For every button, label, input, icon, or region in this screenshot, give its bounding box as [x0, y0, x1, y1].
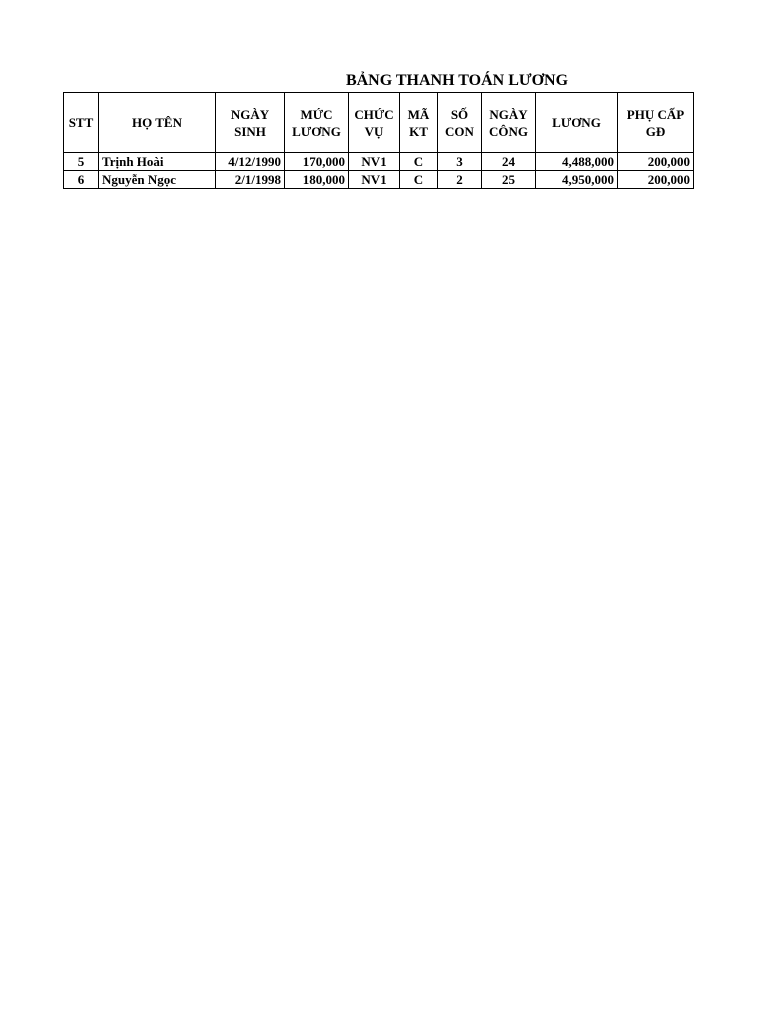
cell-so-con: 2 [438, 171, 482, 189]
cell-stt: 6 [64, 171, 99, 189]
header-phu-cap-gd: PHỤ CẤP GĐ [618, 93, 694, 153]
cell-phu-cap-gd: 200,000 [618, 171, 694, 189]
salary-table [63, 92, 694, 189]
page-title: BẢNG THANH TOÁN LƯƠNG [345, 72, 569, 89]
cell-ngay-sinh: 4/12/1990 [216, 153, 285, 171]
cell-so-con: 3 [438, 153, 482, 171]
cell-ngay-cong: 25 [482, 171, 536, 189]
header-so-con: SỐ CON [438, 93, 482, 153]
header-ngay-sinh: NGÀY SINH [216, 93, 285, 153]
cell-ho-ten: Nguyễn Ngọc [99, 171, 216, 189]
cell-chuc-vu: NV1 [349, 153, 400, 171]
cell-muc-luong: 180,000 [285, 171, 349, 189]
header-ma-kt: MÃ KT [400, 93, 438, 153]
cell-stt: 5 [64, 153, 99, 171]
cell-luong: 4,950,000 [536, 171, 618, 189]
table-row [64, 153, 694, 171]
cell-ngay-cong: 24 [482, 153, 536, 171]
cell-luong: 4,488,000 [536, 153, 618, 171]
header-chuc-vu: CHỨC VỤ [349, 93, 400, 153]
cell-ngay-sinh: 2/1/1998 [216, 171, 285, 189]
header-ngay-cong: NGÀY CÔNG [482, 93, 536, 153]
cell-ma-kt: C [400, 153, 438, 171]
header-stt: STT [64, 93, 99, 153]
cell-ho-ten: Trịnh Hoài [99, 153, 216, 171]
cell-ma-kt: C [400, 171, 438, 189]
header-luong: LƯƠNG [536, 93, 618, 153]
table-row [64, 171, 694, 189]
cell-muc-luong: 170,000 [285, 153, 349, 171]
table-header-row [64, 93, 694, 153]
header-muc-luong: MỨC LƯƠNG [285, 93, 349, 153]
cell-phu-cap-gd: 200,000 [618, 153, 694, 171]
header-ho-ten: HỌ TÊN [99, 93, 216, 153]
cell-chuc-vu: NV1 [349, 171, 400, 189]
